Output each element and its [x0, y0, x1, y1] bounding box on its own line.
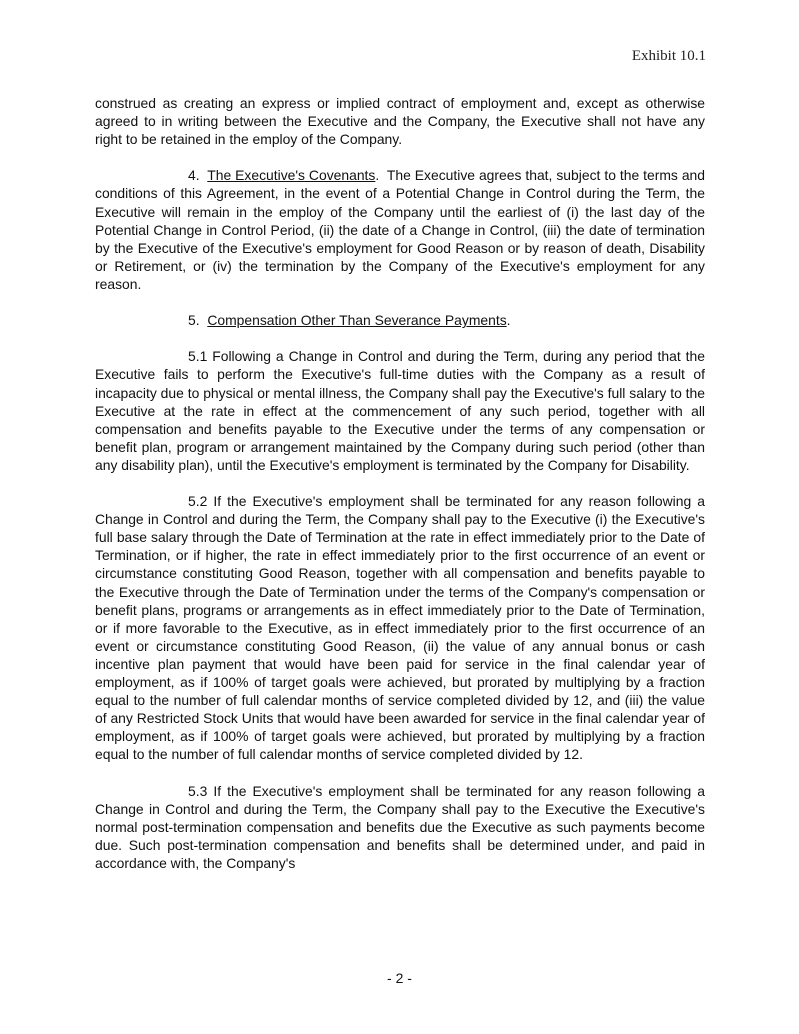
paragraph-continuation: construed as creating an express or implied contract of employment and, except as otherwise agreed to in writing between the Executive and the Company, the Executive shall not have any right to be retained in the employ of the Company.	[95, 95, 705, 148]
section-5-title: Compensation Other Than Severance Payments	[207, 312, 507, 329]
page-number: - 2 -	[387, 970, 412, 986]
section-5-2-paragraph: 5.2 If the Executive's employment shall be terminated for any reason following a Change in Control and during the Term, the Company shall pay to the Executive (i) the Executive's full base salary through the Date of Termination at the rate in effect immediately prior to the Date of Termination, or if higher, the rate in effect immediately prior to the first occurrence of an event or circumstance constituting Good Reason, together with all compensation and benefits payable to the Executive through the Date of Termination under the terms of the Company's compensation or benefit plans, programs or arrangements as in effect immediately prior to the Date of Termination, or if more favorable to the Executive, as in effect immediately prior to the first occurrence of an event or circumstance constituting Good Reason, (ii) the value of any annual bonus or cash incentive plan payment that would have been paid for service in the final calendar year of employment, as if 100% of target goals were achieved, but prorated by multiplying by a fraction equal to the number of full calendar months of service completed divided by 12, and (iii) the value of any Restricted Stock Units that would have been awarded for service in the final calendar year of employment, as if 100% of target goals were achieved, but prorated by multiplying by a fraction equal to the number of full calendar months of service completed divided by 12.	[95, 493, 705, 763]
section-4-title: The Executive's Covenants	[207, 167, 376, 184]
section-4-number: 4.	[188, 167, 200, 184]
section-5-heading: 5. Compensation Other Than Severance Payments.	[188, 312, 511, 329]
section-4-paragraph: 4. The Executive's Covenants. The Executive agrees that, subject to the terms and conditions of this Agreement, in the event of a Potential Change in Control during the Term, the Executive will remain in the employ of the Company until the earliest of (i) the last day of the Potential Change in Control Period, (ii) the date of a Change in Control, (iii) the date of termination by the Executive of the Executive's employment for Good Reason or by reason of death, Disability or Retirement, or (iv) the termination by the Company of the Executive's employment for any reason.	[95, 167, 706, 292]
exhibit-label: Exhibit 10.1	[631, 48, 706, 64]
section-5-number: 5.	[188, 312, 200, 329]
document-body	[95, 94, 705, 890]
section-5-1-paragraph: 5.1 Following a Change in Control and during the Term, during any period that the Executive fails to perform the Executive's full-time duties with the Company as a result of incapacity due to physical or mental illness, the Company shall pay the Executive's full salary to the Executive at the rate in effect at the commencement of any such period, together with all compensation and benefits payable to the Executive under the terms of any compensation or benefit plan, program or arrangement maintained by the Company during such period (other than any disability plan), until the Executive's employment is terminated by the Company for Disability.	[95, 348, 705, 473]
section-4-body: The Executive agrees that, subject to the terms and conditions of this Agreement, in the event of a Potential Change in Control during the Term, the Executive will remain in the employ of the Company until the earliest of (i) the last day of the Potential Change in Control Period, (ii) the date of a Change in Control, (iii) the date of termination by the Executive of the Executive's employment for Good Reason or by reason of death, Disability or Retirement, or (iv) the termination by the Company of the Executive's employment for any reason.	[95, 167, 706, 292]
section-5-3-paragraph: 5.3 If the Executive's employment shall be terminated for any reason following a Change in Control and during the Term, the Company shall pay to the Executive the Executive's normal post-termination compensation and benefits due the Executive as such payments become due. Such post-termination compensation and benefits shall be determined under, and paid in accordance with, the Company's	[95, 782, 705, 871]
